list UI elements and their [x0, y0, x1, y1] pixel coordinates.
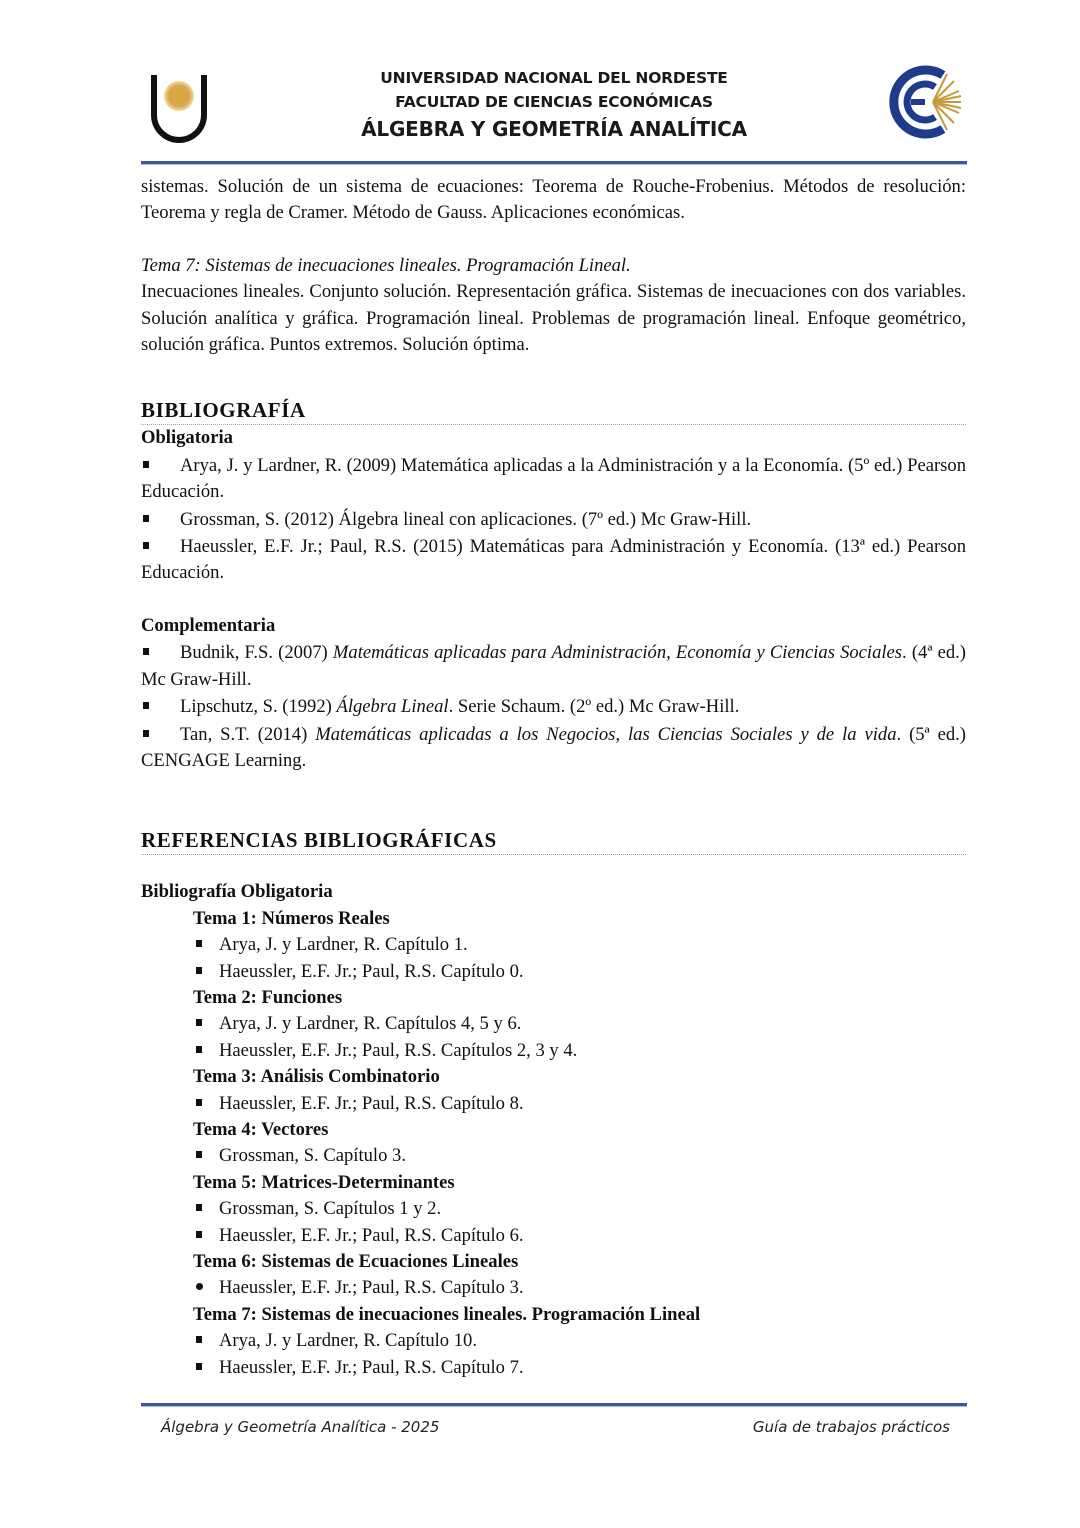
bullet-square-icon: [141, 721, 180, 747]
ref-item: Grossman, S. Capítulo 3.: [193, 1143, 966, 1169]
footer-divider-light: [141, 1406, 967, 1407]
tema-heading: Tema 5: Matrices-Determinantes: [193, 1171, 455, 1193]
tema-heading: Tema 7: Sistemas de inecuaciones lineales. Programación Lineal: [193, 1303, 701, 1325]
page-header: [141, 55, 967, 165]
ref-item: Arya, J. y Lardner, R. Capítulo 10.: [193, 1328, 966, 1354]
university-name: UNIVERSIDAD NACIONAL DEL NORDESTE: [380, 69, 728, 87]
ref-item: Haeussler, E.F. Jr.; Paul, R.S. Capítulo 0.: [193, 959, 966, 985]
bullet-square-icon: [193, 959, 219, 985]
bullet-square-icon: [193, 1196, 219, 1222]
fce-logo-icon: [881, 61, 963, 143]
tema-heading: Tema 2: Funciones: [193, 986, 343, 1008]
tema-heading: Tema 3: Análisis Combinatorio: [193, 1066, 440, 1088]
faculty-name: FACULTAD DE CIENCIAS ECONÓMICAS: [395, 93, 713, 111]
bullet-square-icon: [193, 1223, 219, 1249]
bib-item: Grossman, S. (2012) Álgebra lineal con aplicaciones. (7º ed.) Mc Graw-Hill.: [141, 506, 966, 533]
bullet-square-icon: [193, 1038, 219, 1064]
obligatoria-label: Obligatoria: [141, 427, 233, 449]
header-divider-light: [141, 164, 967, 165]
referencias-title: REFERENCIAS BIBLIOGRÁFICAS: [141, 828, 497, 853]
ref-item: Haeussler, E.F. Jr.; Paul, R.S. Capítulo 7.: [193, 1355, 966, 1381]
ref-item: Haeussler, E.F. Jr.; Paul, R.S. Capítulos 2, 3 y 4.: [193, 1038, 966, 1064]
header-titles: [241, 66, 867, 144]
tema-heading: Tema 4: Vectores: [193, 1118, 329, 1140]
ref-item: Haeussler, E.F. Jr.; Paul, R.S. Capítulo 3.: [193, 1275, 966, 1301]
ref-item: Grossman, S. Capítulos 1 y 2.: [193, 1196, 966, 1222]
tema7-description: Inecuaciones lineales. Conjunto solución. Representación gráfica. Sistemas de inecuaciones con dos variables. Solución analítica y gráfica. Programación lineal. Problemas de programación lineal. Enfoque geométrico, solución gráfica. Puntos extremos. Solución óptima.: [141, 281, 966, 356]
bullet-square-icon: [141, 693, 180, 719]
bullet-dot-icon: [193, 1275, 219, 1301]
tema7-heading: Tema 7: Sistemas de inecuaciones lineales. Programación Lineal.: [141, 254, 631, 276]
bullet-square-icon: [141, 506, 180, 532]
bullet-square-icon: [141, 639, 180, 665]
complementaria-label: Complementaria: [141, 614, 276, 636]
bibliografia-obligatoria-label: Bibliografía Obligatoria: [141, 881, 333, 903]
tema-heading: Tema 6: Sistemas de Ecuaciones Lineales: [193, 1251, 519, 1272]
course-title: ÁLGEBRA Y GEOMETRÍA ANALÍTICA: [361, 117, 747, 141]
bib-item: Haeussler, E.F. Jr.; Paul, R.S. (2015) Matemáticas para Administración y Economía. (13ª ed.) Pearson Educación.: [141, 533, 966, 587]
footer-course: Álgebra y Geometría Analítica - 2025: [161, 1418, 440, 1436]
tema6-continuation: sistemas. Solución de un sistema de ecuaciones: Teorema de Rouche-Frobenius. Métodos de resolución: Teorema y regla de Cramer. Método de Gauss. Aplicaciones económicas.: [141, 176, 966, 224]
bullet-square-icon: [141, 452, 180, 478]
bib-item: Arya, J. y Lardner, R. (2009) Matemática aplicadas a la Administración y a la Economía. (5º ed.) Pearson Educación.: [141, 452, 966, 506]
bullet-square-icon: [193, 1011, 219, 1037]
bibliografia-title: BIBLIOGRAFÍA: [141, 398, 306, 423]
page-body: [141, 174, 966, 1381]
bullet-square-icon: [193, 1091, 219, 1117]
bullet-square-icon: [193, 932, 219, 958]
bullet-square-icon: [141, 533, 180, 559]
bib-item: Lipschutz, S. (1992) Álgebra Lineal. Serie Schaum. (2º ed.) Mc Graw-Hill.: [141, 693, 966, 720]
ref-item: Haeussler, E.F. Jr.; Paul, R.S. Capítulo 8.: [193, 1091, 966, 1117]
ref-item: Arya, J. y Lardner, R. Capítulos 4, 5 y 6.: [193, 1011, 966, 1037]
tema-heading: Tema 1: Números Reales: [193, 907, 390, 929]
bullet-square-icon: [193, 1328, 219, 1354]
bib-item: Tan, S.T. (2014) Matemáticas aplicadas a los Negocios, las Ciencias Sociales y de la vida. (5ª ed.) CENGAGE Learning.: [141, 721, 966, 775]
unne-logo-icon: [149, 75, 209, 145]
bullet-square-icon: [193, 1143, 219, 1169]
bib-item: Budnik, F.S. (2007) Matemáticas aplicadas para Administración, Economía y Ciencias Sociales. (4ª ed.) Mc Graw-Hill.: [141, 639, 966, 693]
ref-item: Haeussler, E.F. Jr.; Paul, R.S. Capítulo 6.: [193, 1223, 966, 1249]
footer-guide: Guía de trabajos prácticos: [752, 1418, 950, 1436]
ref-item: Arya, J. y Lardner, R. Capítulo 1.: [193, 932, 966, 958]
bullet-square-icon: [193, 1355, 219, 1381]
